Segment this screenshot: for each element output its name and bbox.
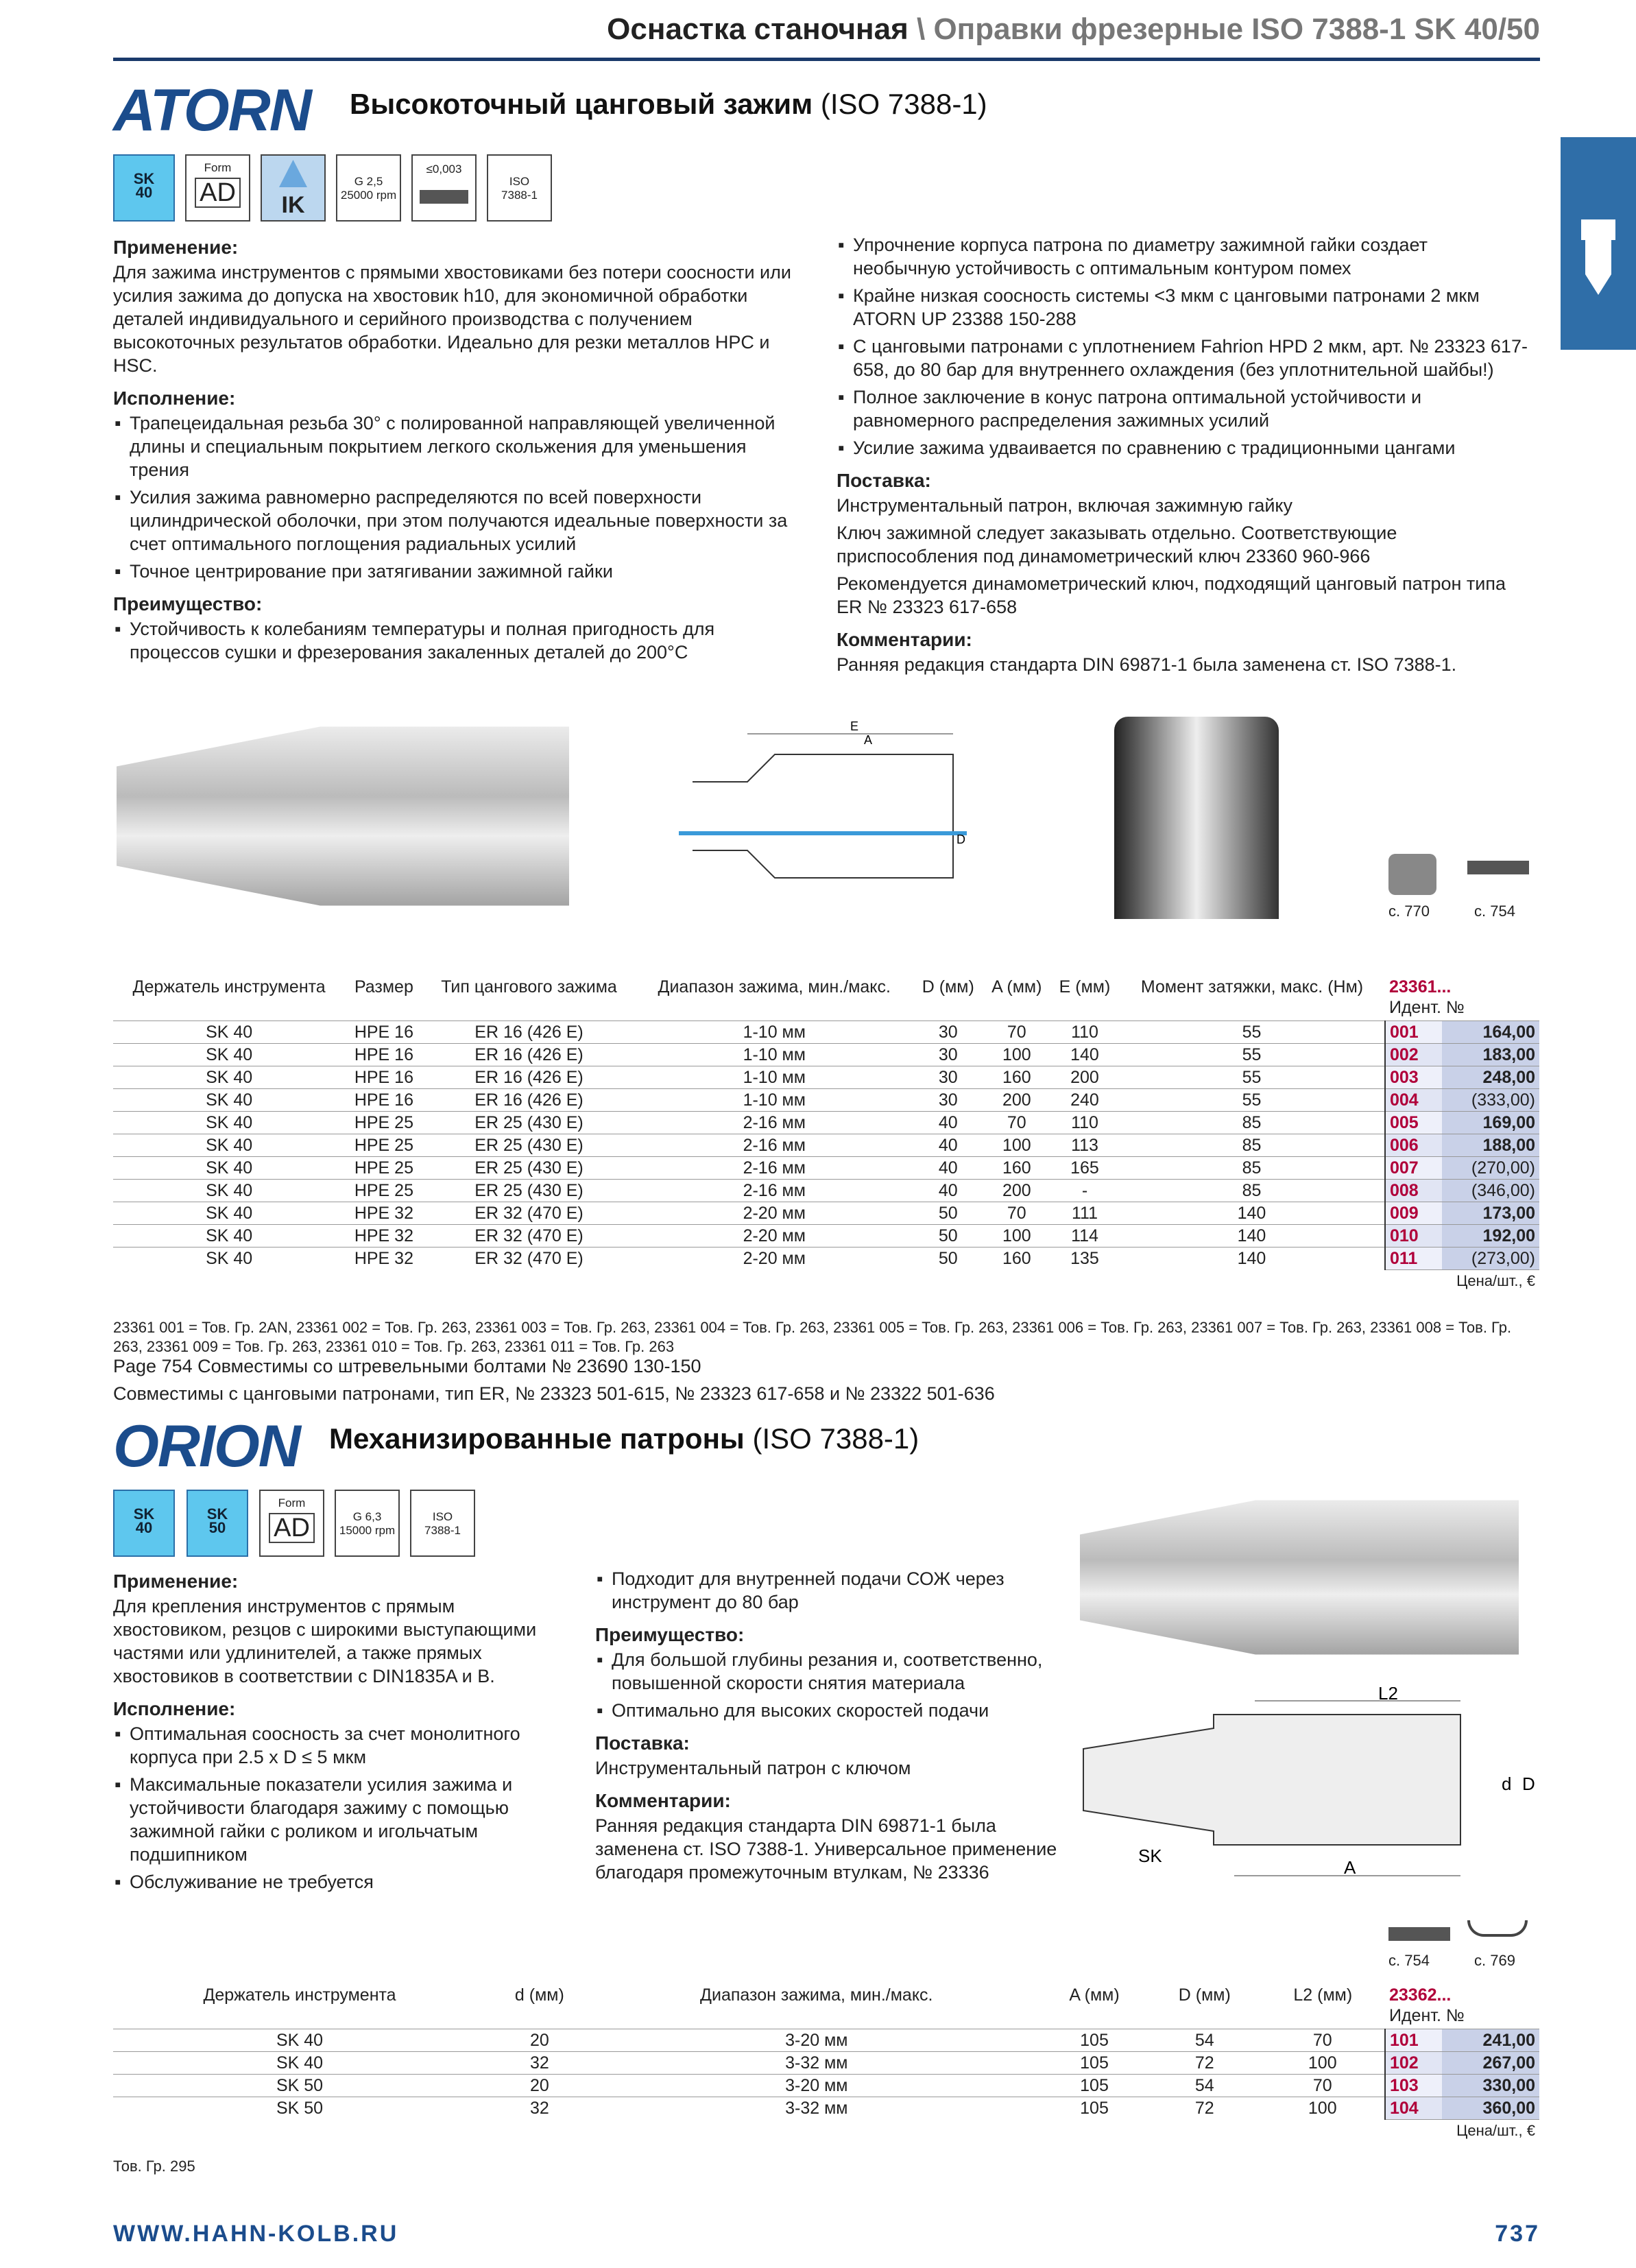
hook-wrench-image [1467,1920,1528,1937]
table-cell: 3-20 мм [593,2075,1040,2097]
table-cell: 1-10 мм [635,1066,913,1089]
atorn-logo: ATORN [113,77,311,143]
s1-left-text: Применение: Для зажима инструментов с прямыми хвостовиками без потери соосности или усилия зажима до допуска на хвостовик h10, для экономичной обработки деталей индивидуального и серийного производства с получением высокоточных результатов обработки. Идеально для резки металлов HPC и HSC. Исполнение: ▪ Трапецеидальная резьба 30° с полированной направляющей увеличенной длины и специальным покрытием легкого скольжения для уменьшения трения ▪ Усилия зажима равномерно распределяются по всей поверхности цилиндрической оболочки, при этом получаются идеальные поверхности за счет оптимального поглощения радиальных усилий ▪ Точное центрирование при затягивании зажимной гайки Преимущество: ▪ Устойчивость к колебаниям температуры и полная пригодность для процессов сушки и фрезерования закаленных деталей до 200°C [113,226,799,668]
table-cell: ER 32 (470 E) [423,1225,636,1248]
table-cell: 100 [983,1134,1050,1157]
table-cell: 105 [1040,2075,1148,2097]
table-cell: 85 [1119,1134,1385,1157]
table-cell: SK 50 [113,2097,486,2120]
table-cell: 50 [913,1225,983,1248]
chuck-icon [1561,137,1636,350]
table-cell: 70 [983,1021,1050,1044]
price: 330,00 [1442,2075,1539,2097]
table-cell: 30 [913,1021,983,1044]
table-cell: 2-16 мм [635,1134,913,1157]
table-cell: 2-20 мм [635,1248,913,1270]
table-cell: HPE 32 [345,1225,422,1248]
price: (270,00) [1442,1157,1539,1180]
ref-769: с. 769 [1474,1952,1515,1969]
price: 241,00 [1442,2029,1539,2052]
s2-note: Тов. Гр. 295 [113,2158,195,2175]
table-cell: 70 [1261,2029,1386,2052]
table-cell: 20 [486,2075,593,2097]
sk40-icon: SK 40 [113,1490,175,1557]
table-cell: 200 [983,1180,1050,1202]
dim-d: D [1522,1774,1535,1794]
table-cell: 160 [983,1157,1050,1180]
price: (346,00) [1442,1180,1539,1202]
table-row [113,1225,1539,1248]
ident-code: 104 [1385,2097,1442,2120]
table-cell: 55 [1119,1044,1385,1066]
table-cell: 40 [913,1157,983,1180]
table-cell: HPE 25 [345,1157,422,1180]
bolt-ref-image [1467,861,1529,874]
table-cell: 114 [1050,1225,1119,1248]
table-cell: 3-32 мм [593,2052,1040,2075]
table-cell: HPE 25 [345,1134,422,1157]
table-cell: 32 [486,2097,593,2120]
table-cell: HPE 16 [345,1089,422,1112]
table-cell: 70 [983,1112,1050,1134]
table-cell: 70 [1261,2075,1386,2097]
ident-code: 006 [1385,1134,1442,1157]
table-cell: 1-10 мм [635,1044,913,1066]
table-cell: 54 [1148,2075,1260,2097]
table-row [113,1044,1539,1066]
wrench-ref-image [1388,854,1436,895]
ident-code: 007 [1385,1157,1442,1180]
table-cell: 3-32 мм [593,2097,1040,2120]
table-cell: SK 40 [113,2052,486,2075]
ref-754: с. 754 [1388,1952,1430,1969]
table-cell: 20 [486,2029,593,2052]
table-cell: 85 [1119,1180,1385,1202]
table-cell: HPE 25 [345,1180,422,1202]
dim-sk: SK [1138,1846,1162,1866]
table-cell: 32 [486,2052,593,2075]
table-cell: HPE 16 [345,1044,422,1066]
table-cell: 55 [1119,1066,1385,1089]
dim-a: A [1344,1857,1356,1878]
s2-left-text: Применение: Для крепления инструментов с прямым хвостовиком, резцов с широкими выступающими частями или удлинителей, а также прямых хвостовиков в соответствии с DIN1835A и B. Исполнение: ▪ Оптимальная соосность за счет монолитного корпуса при 2.5 x D ≤ 5 мкм ▪ Максимальные показатели усилия зажима и устойчивости благодаря зажиму с помощью зажимной гайки с роликом и игольчатым подшипником ▪ Обслуживание не требуется [113,1560,552,1898]
table-cell: 3-20 мм [593,2029,1040,2052]
ident-code: 003 [1385,1066,1442,1089]
page-header: Оснастка станочная \ Оправки фрезерные ISO 7388-1 SK 40/50 [607,12,1540,46]
table-cell: ER 25 (430 E) [423,1112,636,1134]
s1-note1: 23361 001 = Тов. Гр. 2AN, 23361 002 = Тов. Гр. 263, 23361 003 = Тов. Гр. 263, 23361 004 = Тов. Гр. 263, 23361 005 = Тов. Гр. 263, 23361 006 = Тов. Гр. 263, 23361 007 = Тов. Гр. 263, 23361 008 = Тов. Гр. 263, 23361 009 = Тов. Гр. 263, 23361 010 = Тов. Гр. 263, 23361 011 = Тов. Гр. 263 [113,1319,1512,1355]
table-cell: SK 40 [113,1044,345,1066]
table-cell: ER 16 (426 E) [423,1066,636,1089]
bolt-ref-image [1388,1927,1450,1941]
table-cell: ER 25 (430 E) [423,1180,636,1202]
ident-code: 102 [1385,2052,1442,2075]
table-cell: ER 16 (426 E) [423,1089,636,1112]
table-cell: SK 40 [113,1134,345,1157]
price: 188,00 [1442,1134,1539,1157]
table-cell: 140 [1119,1248,1385,1270]
table-row [113,1066,1539,1089]
table-cell: 1-10 мм [635,1021,913,1044]
ident-code: 011 [1385,1248,1442,1270]
table-row [113,1202,1539,1225]
table-cell: ER 32 (470 E) [423,1248,636,1270]
table-cell: 110 [1050,1021,1119,1044]
atorn-holder-image [117,717,569,916]
atorn-drawing [679,713,974,919]
table-cell: 50 [913,1202,983,1225]
table-cell: 40 [913,1134,983,1157]
ident-code: 002 [1385,1044,1442,1066]
table-cell: 85 [1119,1157,1385,1180]
table-cell: SK 50 [113,2075,486,2097]
price: 192,00 [1442,1225,1539,1248]
table-cell: 54 [1148,2029,1260,2052]
table-cell: 140 [1119,1225,1385,1248]
dim-a: A [864,733,873,747]
price: (333,00) [1442,1089,1539,1112]
ident-code: 103 [1385,2075,1442,2097]
table-cell: 135 [1050,1248,1119,1270]
table-cell: 240 [1050,1089,1119,1112]
table-cell: 113 [1050,1134,1119,1157]
table-cell: 100 [1261,2097,1386,2120]
section2-title: Механизированные патроны (ISO 7388-1) [329,1422,919,1455]
table-cell: 30 [913,1089,983,1112]
ident-code: 005 [1385,1112,1442,1134]
balance-icon: G 6,3 15000 rpm [335,1490,400,1557]
table-row [113,1248,1539,1270]
table-cell: SK 40 [113,1157,345,1180]
s1-note3: Совместимы с цанговыми патронами, тип ER, № 23323 501-615, № 23323 617-658 и № 23322 501-636 [113,1383,995,1404]
table-row [113,2075,1539,2097]
dim-e: E [850,719,859,733]
table-cell: SK 40 [113,1248,345,1270]
table-cell: ER 25 (430 E) [423,1157,636,1180]
table-cell: ER 32 (470 E) [423,1202,636,1225]
table-cell: ER 16 (426 E) [423,1021,636,1044]
table-row [113,1157,1539,1180]
table-cell: 2-16 мм [635,1157,913,1180]
section-tab[interactable] [1561,137,1636,350]
table-cell: ER 16 (426 E) [423,1044,636,1066]
header-rule [113,58,1540,61]
ident-code: 008 [1385,1180,1442,1202]
ident-code: 001 [1385,1021,1442,1044]
table-cell: 200 [1050,1066,1119,1089]
price: 164,00 [1442,1021,1539,1044]
s1-note2: Page 754 Совместимы со штревельными болтами № 23690 130-150 [113,1356,701,1376]
ref-754: с. 754 [1474,903,1515,920]
table-cell: 72 [1148,2097,1260,2120]
form-ad-icon: Form AD [185,154,250,222]
ident-code: 009 [1385,1202,1442,1225]
ident-code: 010 [1385,1225,1442,1248]
iso-icon: ISO 7388-1 [410,1490,475,1557]
table-row [113,2029,1539,2052]
form-ad-icon: Form AD [259,1490,324,1557]
table-cell: 55 [1119,1089,1385,1112]
table-cell: 72 [1148,2052,1260,2075]
section-title: Высокоточный цанговый зажим (ISO 7388-1) [350,88,987,120]
atorn-table: Держатель инструмента Размер Тип цангового зажима Диапазон зажима, мин./макс. D (мм) A (мм) E (мм) Момент затяжки, макс. (Нм) 23361... Идент. № SK 40 HPE 16 ER 16 (426 E) 1-10 мм 30 70 110 55 001 164,00 SK 40 HPE 16 ER 16 (426 E) 1-10 мм 30 100 140 55 002 183,00 SK 40 HPE 16 ER 16 (426 E) 1-10 мм 30 160 200 55 003 248,00 SK 40 HPE 16 ER 16 (426 E) 1-10 мм 30 200 240 55 004 (333,00) SK 40 HPE 25 ER 25 (430 E) 2-16 мм 40 70 110 85 005 169,00 SK 40 HPE 25 ER 25 (430 E) 2-16 мм 40 100 113 85 006 188,00 SK 40 HPE 25 ER 25 (430 E) 2-16 мм 40 160 165 85 007 (270,00) SK 40 HPE 25 ER 25 (430 E) 2-16 мм 40 200 - 85 008 (346,00) SK 40 HPE 32 ER 32 (470 E) 2-20 мм 50 70 111 140 009 173,00 SK 40 HPE 32 ER 32 (470 E) 2-20 мм 50 100 114 140 010 192,00 SK 40 HPE 32 ER 32 (470 E) 2-20 мм 50 160 135 140 011 (273,00) Цена/шт., € [113,974,1539,1292]
table-cell: 100 [1261,2052,1386,2075]
table-cell: 2-16 мм [635,1180,913,1202]
table-row [113,1089,1539,1112]
table-row [113,1180,1539,1202]
orion-holder-image [1080,1492,1519,1663]
s2-mid-text: ▪ Подходит для внутренней подачи СОЖ через инструмент до 80 бар Преимущество: ▪ Для большой глубины резания и, соответственно, повышенной скорости снятия материала ▪ Оптимально для высоких скоростей подачи Поставка: Инструментальный патрон с ключом Комментарии: Ранняя редакция стандарта DIN 69871-1 была заменена ст. ISO 7388-1. Универсальное применение благодаря промежуточным втулкам, № 23336 [595,1567,1061,1888]
table-cell: 140 [1119,1202,1385,1225]
table-cell: 165 [1050,1157,1119,1180]
table-cell: 100 [983,1225,1050,1248]
price-unit: Цена/шт., € [1385,1270,1539,1293]
balance-icon: G 2,5 25000 rpm [336,154,401,222]
orion-drawing [1076,1687,1543,1893]
page-number: 737 [1495,2221,1540,2247]
table-cell: 55 [1119,1021,1385,1044]
price: 267,00 [1442,2052,1539,2075]
table-cell: 85 [1119,1112,1385,1134]
table-cell: 105 [1040,2097,1148,2120]
runout-icon: ≤0,003 [411,154,477,222]
table-row [113,1021,1539,1044]
table-cell: 105 [1040,2029,1148,2052]
table-cell: SK 40 [113,1202,345,1225]
price: 360,00 [1442,2097,1539,2120]
table-cell: 160 [983,1248,1050,1270]
ident-code: 004 [1385,1089,1442,1112]
sk50-icon: SK 50 [187,1490,248,1557]
table-cell: SK 40 [113,1089,345,1112]
price: 169,00 [1442,1112,1539,1134]
orion-table: Держатель инструмента d (мм) Диапазон зажима, мин./макс. A (мм) D (мм) L2 (мм) 23362... Идент. № SK 40 20 3-20 мм 105 54 70 101 241,00 SK 40 32 3-32 мм 105 72 100 102 267,00 SK 50 20 3-20 мм 105 54 70 103 330,00 SK 50 32 3-32 мм 105 72 100 104 360,00 Цена/шт., € [113,1982,1539,2142]
dim-d: D [957,833,965,846]
table-cell: SK 40 [113,1066,345,1089]
table-cell: 100 [983,1044,1050,1066]
table-cell: 1-10 мм [635,1089,913,1112]
price-unit: Цена/шт., € [1385,2120,1539,2142]
table-cell: 110 [1050,1112,1119,1134]
table-cell: HPE 16 [345,1066,422,1089]
ik-icon: IK [261,154,326,222]
dim-small-d: d [1502,1774,1512,1794]
table-cell: 111 [1050,1202,1119,1225]
table-cell: 140 [1050,1044,1119,1066]
table-cell: 50 [913,1248,983,1270]
table-cell: - [1050,1180,1119,1202]
table-cell: 105 [1040,2052,1148,2075]
table-cell: 30 [913,1066,983,1089]
table-cell: HPE 25 [345,1112,422,1134]
table-cell: HPE 16 [345,1021,422,1044]
dim-l2: L2 [1378,1687,1398,1704]
table-row [113,1112,1539,1134]
table-cell: HPE 32 [345,1202,422,1225]
sk40-icon: SK 40 [113,154,175,222]
table-cell: SK 40 [113,2029,486,2052]
price: (273,00) [1442,1248,1539,1270]
table-cell: 40 [913,1180,983,1202]
table-cell: 200 [983,1089,1050,1112]
price: 183,00 [1442,1044,1539,1066]
table-cell: SK 40 [113,1021,345,1044]
table-row [113,1134,1539,1157]
price: 248,00 [1442,1066,1539,1089]
table-cell: 30 [913,1044,983,1066]
table-cell: 2-16 мм [635,1112,913,1134]
iso-icon: ISO 7388-1 [487,154,552,222]
price: 173,00 [1442,1202,1539,1225]
table-cell: SK 40 [113,1112,345,1134]
ref-770: с. 770 [1388,903,1430,920]
table-cell: HPE 32 [345,1248,422,1270]
table-cell: 40 [913,1112,983,1134]
ident-code: 101 [1385,2029,1442,2052]
table-cell: 2-20 мм [635,1225,913,1248]
table-row [113,2052,1539,2075]
table-row [113,2097,1539,2120]
s1-right-text: ▪ Упрочнение корпуса патрона по диаметру зажимной гайки создает необычную устойчивость с оптимальным контуром помех ▪ Крайне низкая соосность системы <3 мкм с цанговыми патронами 2 мкм ATORN UP 23388 150-288 ▪ С цанговыми патронами с уплотнением Fahrion HPD 2 мкм, арт. № 23323 617-658, до 80 бар для внутреннего охлаждения (без уплотнительной шайбы!) ▪ Полное заключение в конус патрона оптимальной устойчивости и равномерного распределения зажимных усилий ▪ Усилие зажима удваивается по сравнению с традиционными цангами Поставка: Инструментальный патрон, включая зажимную гайку Ключ зажимной следует заказывать отдельно. Соответствующие приспособления под динамометрический ключ 23360 960-966 Рекомендуется динамометрический ключ, подходящий цанговый патрон типа ER № 23323 617-658 Комментарии: Ранняя редакция стандарта DIN 69871-1 была заменена ст. ISO 7388-1. [837,233,1529,680]
table-cell: ER 25 (430 E) [423,1134,636,1157]
table-cell: SK 40 [113,1225,345,1248]
table-cell: 2-20 мм [635,1202,913,1225]
orion-logo: ORION [113,1413,300,1479]
footer-url[interactable]: WWW.HAHN-KOLB.RU [113,2221,399,2247]
table-cell: SK 40 [113,1180,345,1202]
atorn-photo [1114,717,1279,919]
table-cell: 70 [983,1202,1050,1225]
table-cell: 160 [983,1066,1050,1089]
